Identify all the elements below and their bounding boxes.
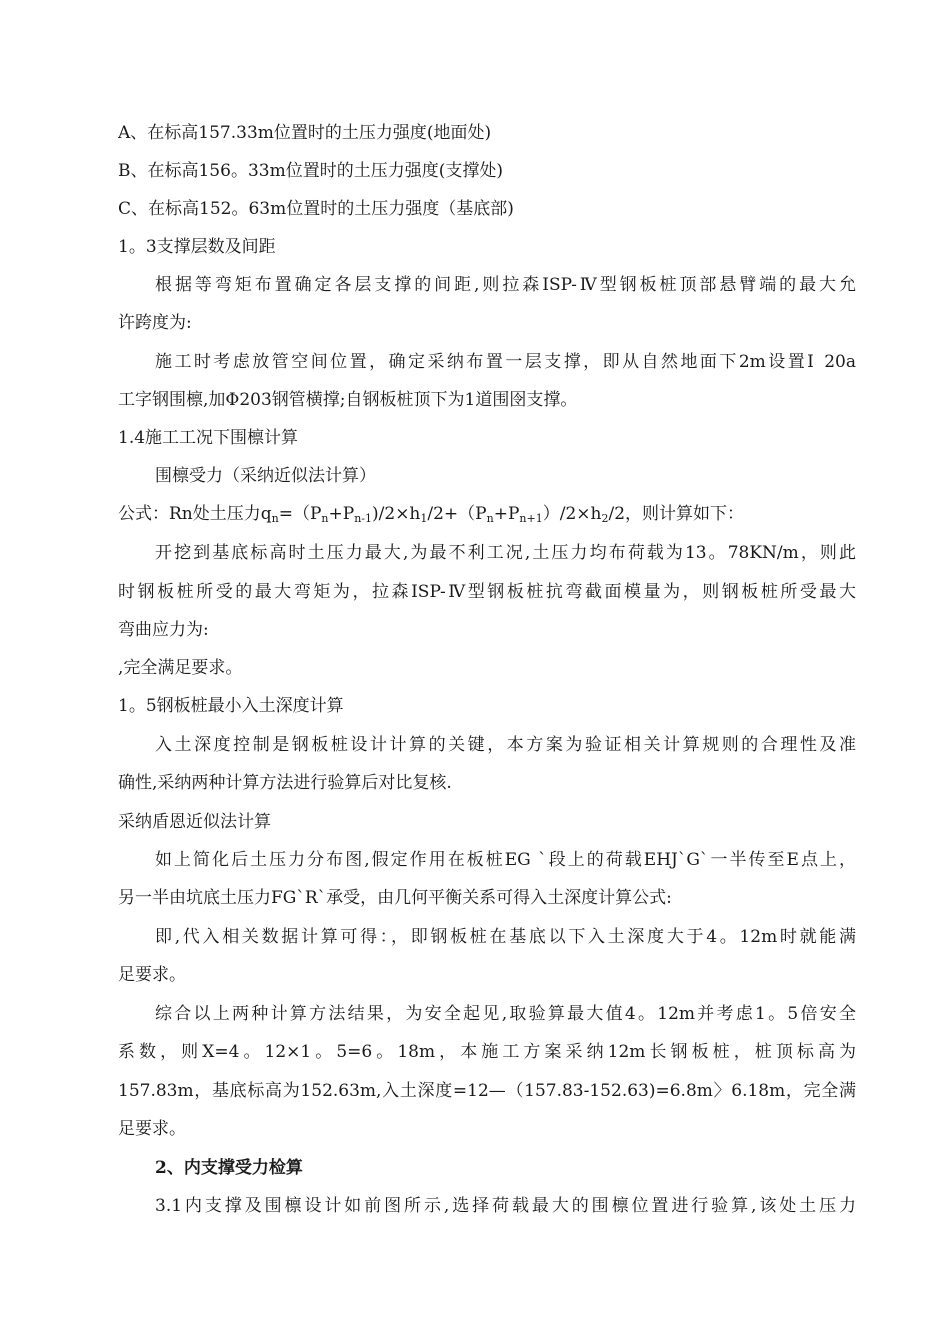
formula-part: +P bbox=[493, 504, 520, 524]
formula-subscript: n+1 bbox=[519, 512, 543, 525]
formula-subscript: n bbox=[321, 512, 329, 525]
paragraph-line: 足要求。 bbox=[118, 965, 186, 985]
paragraph-line: 许跨度为: bbox=[118, 313, 192, 333]
paragraph-line: 工字钢围檩,加Φ203钢管横撑;自钢板桩顶下为1道围囹支撑。 bbox=[118, 390, 578, 410]
paragraph-line: 即,代入相关数据计算可得：，即钢板桩在基底以下入土深度大于4。12m时就能满 bbox=[155, 927, 856, 947]
formula-line bbox=[118, 502, 856, 526]
formula-subscript: 1 bbox=[420, 512, 428, 525]
paragraph-line: A、在标高157.33m位置时的土压力强度(地面处) bbox=[118, 123, 492, 143]
paragraph-line: 综合以上两种计算方法结果，为安全起见,取验算最大值4。12m并考虑1。5倍安全 bbox=[155, 1004, 856, 1024]
paragraph-line: 入土深度控制是钢板桩设计计算的关键，本方案为验证相关计算规则的合理性及准 bbox=[155, 735, 856, 755]
formula-subscript: n bbox=[271, 512, 279, 525]
section-heading: 1。5钢板桩最小入土深度计算 bbox=[118, 696, 344, 716]
formula-part: 公式：Rn处土压力q bbox=[118, 504, 272, 524]
paragraph-line: 开挖到基底标高时土压力最大,为最不利工况,土压力均布荷载为13。78KN/m，则此 bbox=[155, 543, 856, 563]
paragraph-line: 弯曲应力为: bbox=[118, 620, 209, 640]
paragraph-line: 确性,采纳两种计算方法进行验算后对比复核. bbox=[118, 773, 452, 793]
paragraph-line: C、在标高152。63m位置时的土压力强度（基底部) bbox=[118, 199, 514, 219]
paragraph-line: ,完全满足要求。 bbox=[118, 658, 243, 678]
paragraph-line: 时钢板桩所受的最大弯矩为，拉森ISP-Ⅳ型钢板桩抗弯截面模量为，则钢板桩所受最大 bbox=[118, 582, 856, 602]
section-heading: 2、内支撑受力检算 bbox=[155, 1158, 303, 1178]
paragraph-line: 足要求。 bbox=[118, 1119, 186, 1139]
formula-subscript: n bbox=[486, 512, 494, 525]
formula-part: )/2×h bbox=[372, 504, 421, 524]
formula-part: +P bbox=[328, 504, 355, 524]
section-heading: 1。3支撑层数及间距 bbox=[118, 237, 276, 257]
paragraph-line: 3.1内支撑及围檩设计如前图所示,选择荷载最大的围檩位置进行验算,该处土压力 bbox=[155, 1196, 856, 1216]
paragraph-line: 围檩受力（采纳近似法计算） bbox=[155, 466, 376, 486]
paragraph-line: 另一半由坑底土压力FG`R`承受，由几何平衡关系可得入土深度计算公式: bbox=[118, 888, 672, 908]
paragraph-line: 采纳盾恩近似法计算 bbox=[118, 812, 271, 832]
formula-subscript: 2 bbox=[601, 512, 609, 525]
formula-part: =（P bbox=[278, 504, 322, 524]
paragraph-line: B、在标高156。33m位置时的土压力强度(支撑处) bbox=[118, 161, 503, 181]
formula-part: /2+（P bbox=[427, 504, 487, 524]
paragraph-line: 根据等弯矩布置确定各层支撑的间距,则拉森ISP-Ⅳ型钢板桩顶部悬臂端的最大允 bbox=[155, 275, 856, 295]
paragraph-line: 如上简化后土压力分布图,假定作用在板桩EG `段上的荷载EHJ`G`一半传至E点上， bbox=[155, 850, 856, 870]
formula-part: ）/2×h bbox=[542, 504, 602, 524]
paragraph-line: 系数，则X=4。12×1。5=6。18m，本施工方案采纳12m长钢板桩，桩顶标高为 bbox=[118, 1042, 856, 1062]
formula-subscript: n-1 bbox=[354, 512, 373, 525]
section-heading: 1.4施工工况下围檩计算 bbox=[118, 428, 299, 448]
paragraph-line: 157.83m，基底标高为152.63m,入土深度=12—（157.83-152.63)=6.8m〉6.18m，完全满 bbox=[118, 1081, 856, 1101]
paragraph-line: 施工时考虑放管空间位置，确定采纳布置一层支撑，即从自然地面下2m设置Ⅰ 20a bbox=[155, 352, 856, 372]
formula-part: /2，则计算如下： bbox=[608, 504, 745, 524]
